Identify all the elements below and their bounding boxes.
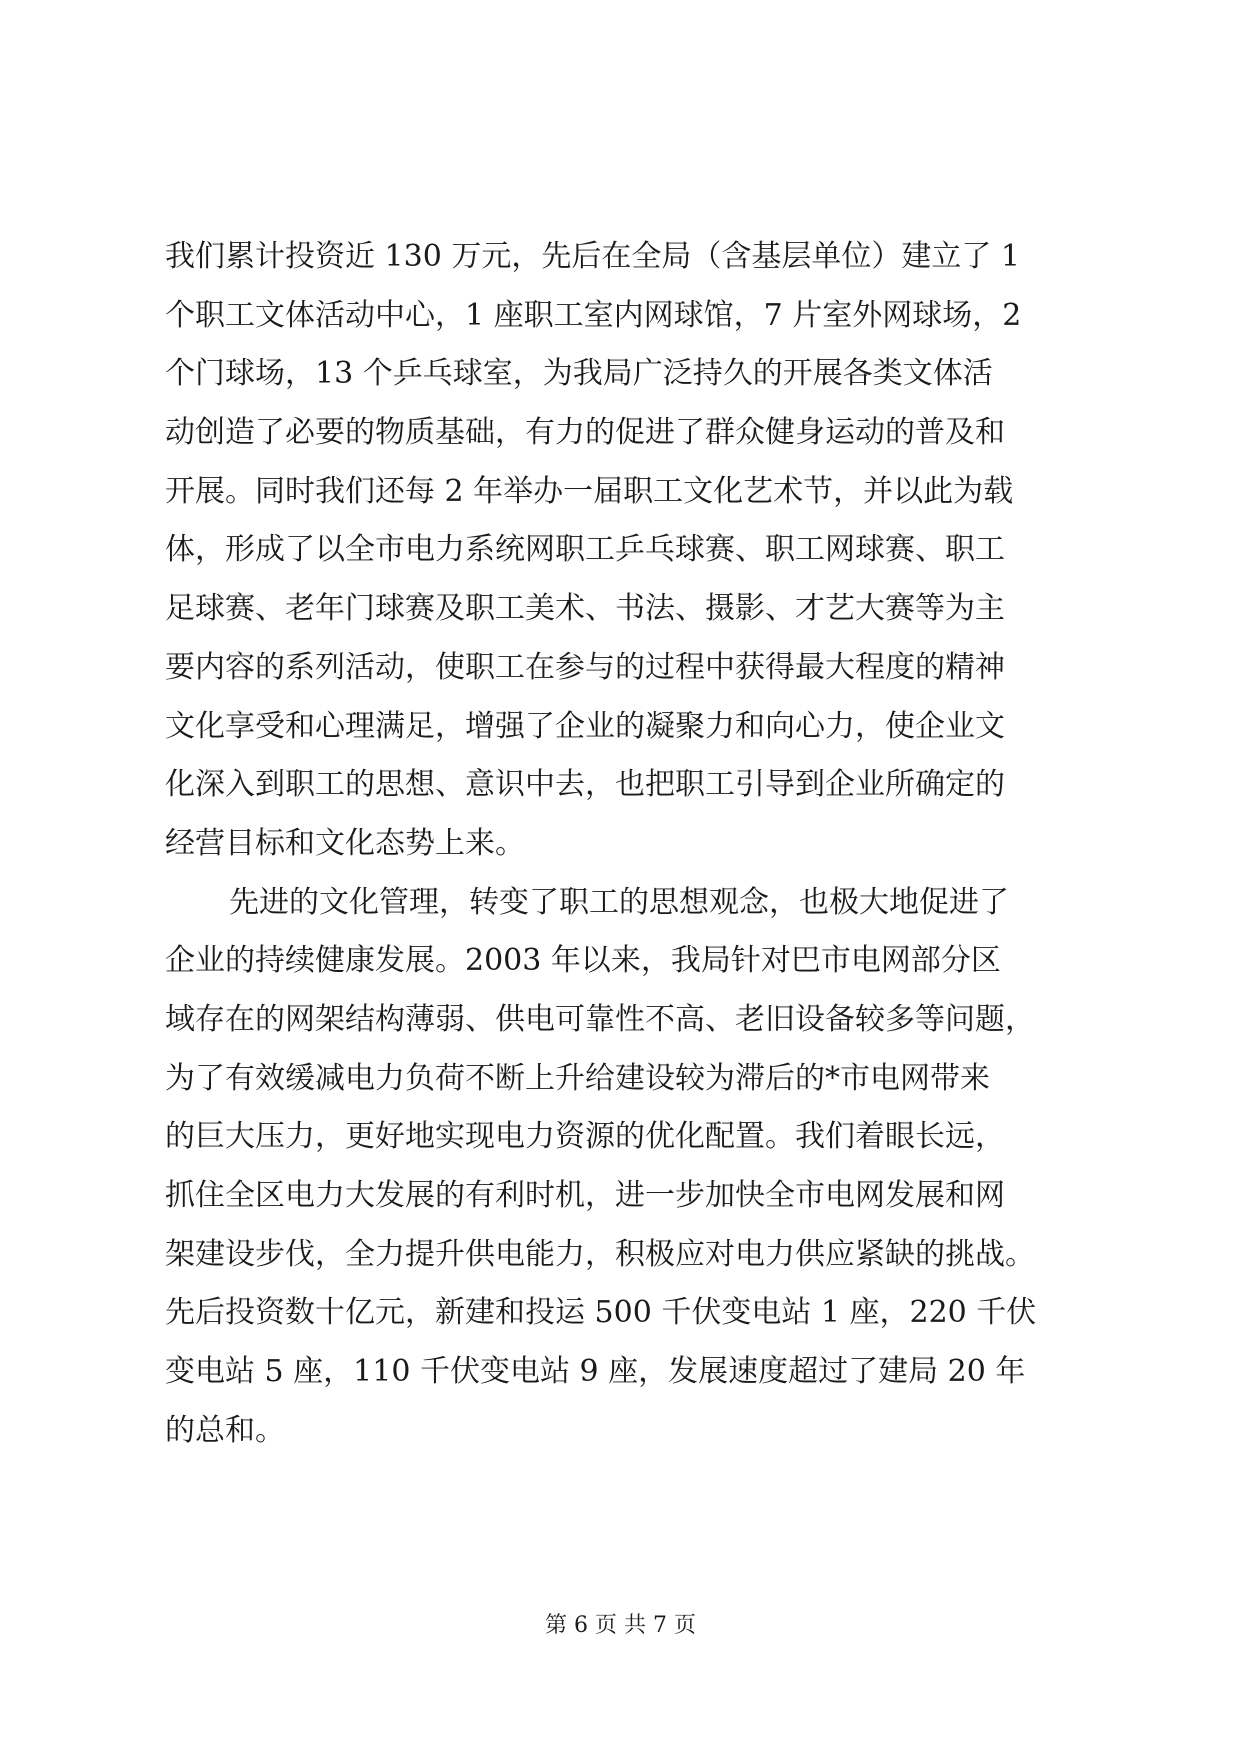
paragraph-2-line-4: 为了有效缓减电力负荷不断上升给建设较为滞后的*市电网带来 (165, 1060, 990, 1096)
paragraph-1-line-4: 动创造了必要的物质基础，有力的促进了群众健身运动的普及和 (165, 415, 1005, 451)
paragraph-2-line-1: 先进的文化管理，转变了职工的思想观念，也极大地促进了 (229, 884, 1009, 920)
paragraph-1-line-9: 文化享受和心理满足，增强了企业的凝聚力和向心力，使企业文 (165, 708, 1005, 744)
paragraph-1-line-7: 足球赛、老年门球赛及职工美术、书法、摄影、才艺大赛等为主 (165, 591, 1005, 627)
body-text (165, 228, 1077, 1460)
paragraph-1-line-1: 我们累计投资近 130 万元，先后在全局（含基层单位）建立了 1 (165, 239, 1020, 274)
paragraph-2-line-8: 先后投资数十亿元，新建和投运 500 千伏变电站 1 座，220 千伏 (165, 1295, 1037, 1331)
paragraph-1-line-3: 个门球场，13 个乒乓球室，为我局广泛持久的开展各类文体活 (165, 356, 993, 392)
paragraph-2-line-7: 架建设步伐，全力提升供电能力，积极应对电力供应紧缺的挑战。 (165, 1236, 1035, 1272)
paragraph-1-line-8: 要内容的系列活动，使职工在参与的过程中获得最大程度的精神 (165, 649, 1005, 685)
paragraph-1-line-10: 化深入到职工的思想、意识中去，也把职工引导到企业所确定的 (165, 767, 1005, 803)
paragraph-2-line-3: 域存在的网架结构薄弱、供电可靠性不高、老旧设备较多等问题， (165, 1001, 1035, 1037)
paragraph-1-line-6: 体，形成了以全市电力系统网职工乒乓球赛、职工网球赛、职工 (165, 532, 1005, 568)
page-footer: 第 6 页 共 7 页 (545, 1613, 696, 1638)
paragraph-2-line-9: 变电站 5 座，110 千伏变电站 9 座，发展速度超过了建局 20 年 (165, 1354, 1026, 1390)
paragraph-2-line-2: 企业的持续健康发展。2003 年以来，我局针对巴市电网部分区 (165, 943, 1001, 979)
paragraph-2-line-10: 的总和。 (165, 1412, 285, 1448)
paragraph-2-line-6: 抓住全区电力大发展的有利时机，进一步加快全市电网发展和网 (165, 1178, 1005, 1213)
paragraph-1-line-2: 个职工文体活动中心，1 座职工室内网球馆，7 片室外网球场，2 (165, 297, 1022, 333)
paragraph-2-line-5: 的巨大压力，更好地实现电力资源的优化配置。我们着眼长远， (165, 1119, 1005, 1155)
paragraph-1-line-11: 经营目标和文化态势上来。 (165, 825, 525, 861)
paragraph-1-line-5: 开展。同时我们还每 2 年举办一届职工文化艺术节，并以此为载 (165, 473, 1014, 509)
